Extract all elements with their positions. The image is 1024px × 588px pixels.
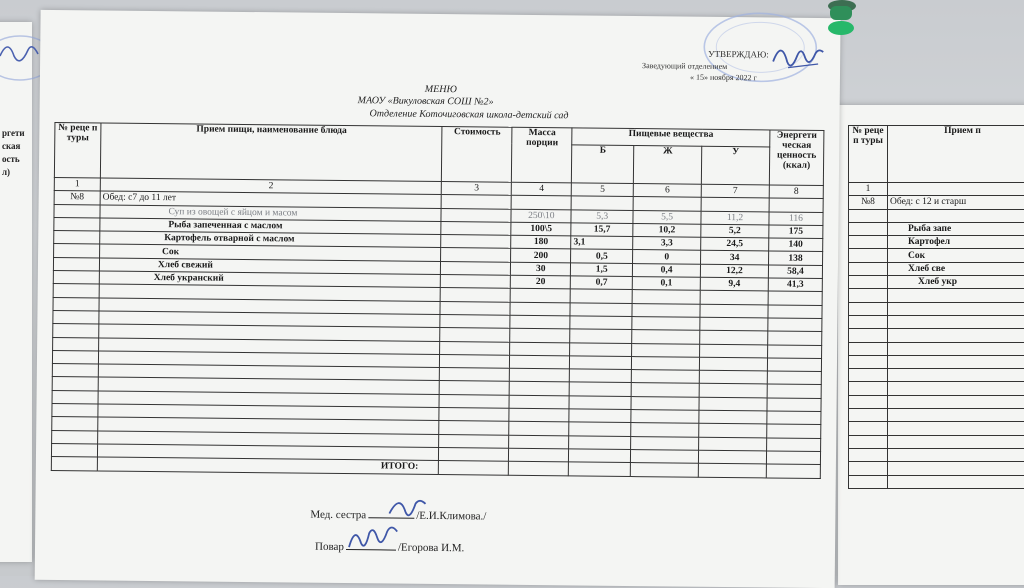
dish-name: Хлеб укранский	[99, 271, 441, 288]
protein-header: Б	[572, 144, 634, 183]
dish-mass: 30	[511, 262, 571, 276]
meal-title: Обед: с7 до 11 лет	[100, 191, 442, 208]
right-item: Хлеб укр	[888, 276, 1024, 289]
dish-fat: 5,5	[633, 210, 701, 224]
mass-header: Масса порции	[512, 127, 573, 183]
dish-header: Прием пищи, наименование блюда	[100, 123, 442, 182]
right-item: Рыба запе	[888, 222, 1024, 235]
dish-protein: 1,5	[571, 263, 633, 277]
nutrients-header: Пищевые вещества	[572, 128, 770, 147]
dish-protein: 3,1	[571, 236, 633, 250]
column-number: 6	[633, 184, 701, 198]
dish-mass: 20	[511, 275, 571, 289]
director-signature-icon	[768, 37, 828, 78]
dish-carbs: 9,4	[700, 277, 768, 291]
menu-document	[35, 10, 841, 588]
dish-name: Сок	[100, 244, 442, 261]
dish-carbs: 5,2	[701, 224, 769, 238]
column-number: 2	[100, 178, 442, 195]
dish-kcal: 175	[769, 225, 823, 239]
cook-signature-icon	[345, 521, 409, 556]
dish-mass: 180	[511, 235, 571, 249]
nurse-signature-icon	[383, 491, 433, 522]
cook-label: Повар	[315, 541, 344, 553]
dish-fat: 3,3	[633, 237, 701, 251]
column-number: 5	[572, 183, 634, 197]
dish-carbs: 34	[701, 251, 769, 265]
dish-kcal: 116	[769, 212, 823, 226]
right-item: Сок	[888, 249, 1024, 262]
right-dish-header: Прием п	[888, 126, 1024, 183]
dish-carbs: 12,2	[700, 264, 768, 278]
column-number: 4	[512, 182, 572, 196]
dish-kcal: 58,4	[768, 265, 822, 279]
column-number: 8	[769, 185, 823, 199]
dish-protein: 0,7	[571, 276, 633, 290]
right-page-fragment	[838, 105, 1024, 585]
cost-header: Стоимость	[442, 127, 513, 183]
right-item: Хлеб све	[888, 262, 1024, 275]
menu-table	[51, 122, 825, 479]
left-text-4: л)	[2, 167, 10, 177]
dish-fat: 10,2	[633, 223, 701, 237]
left-text-3: ость	[2, 154, 20, 164]
column-number: 7	[701, 184, 769, 198]
dish-protein: 15,7	[571, 223, 633, 237]
dish-protein: 0,5	[571, 249, 633, 263]
dish-name: Суп из овощей с яйцом и масом	[100, 205, 442, 222]
right-meal-title: Обед: с 12 и старш	[888, 196, 1024, 209]
cook-name: /Егорова И.М.	[398, 542, 465, 555]
right-number-cell: 1	[849, 183, 888, 196]
approval-line-1: УТВЕРЖДАЮ:	[708, 49, 769, 60]
fat-header: Ж	[634, 145, 702, 184]
right-item: Картофел	[888, 236, 1024, 249]
carbs-header: У	[701, 146, 769, 185]
energy-header: Энергети ческая ценность (ккал)	[769, 130, 824, 186]
left-text-2: ская	[2, 141, 20, 151]
document-title: МЕНЮ	[425, 84, 457, 95]
approval-line-2: Заведующий отделением	[642, 61, 727, 71]
dish-kcal: 138	[768, 251, 822, 265]
dish-carbs: 11,2	[701, 211, 769, 225]
dish-fat: 0,4	[633, 263, 701, 277]
dish-name: Картофель отварной с маслом	[100, 231, 442, 248]
right-recipe-no: №8	[849, 196, 888, 209]
recipe-number-header: № реце п туры	[54, 122, 101, 177]
dish-mass: 200	[511, 249, 571, 263]
column-number: 3	[442, 182, 512, 196]
dish-kcal: 41,3	[768, 278, 822, 292]
dish-protein: 5,3	[571, 209, 633, 223]
dish-fat: 0,1	[632, 277, 700, 291]
dish-name: Хлеб свежий	[99, 258, 441, 275]
left-text-1: ргети	[2, 128, 25, 138]
branch-name: Отделение Коточиговская школа-детский сад	[370, 108, 569, 121]
total-label: ИТОГО:	[97, 457, 439, 474]
recipe-number: №8	[54, 191, 100, 205]
left-page-fragment	[0, 22, 32, 562]
dish-name: Рыба запеченная с маслом	[100, 218, 442, 235]
dish-mass: 100\5	[511, 222, 571, 236]
dish-carbs: 24,5	[701, 237, 769, 251]
dish-kcal: 140	[769, 238, 823, 252]
column-number: 1	[54, 177, 100, 191]
right-menu-table	[848, 125, 1024, 489]
school-name: МАОУ «Викуловская СОШ №2»	[358, 95, 494, 107]
right-recipe-header: № реце п туры	[849, 126, 888, 183]
nurse-label: Мед. сестра	[310, 509, 366, 522]
nurse-name: /Е.И.Климова./	[416, 510, 486, 523]
dish-fat: 0	[633, 250, 701, 264]
approval-date: « 15» ноября 2022 г	[690, 73, 757, 83]
green-pushpin-icon	[808, 0, 864, 42]
dish-mass: 250\10	[511, 209, 571, 223]
